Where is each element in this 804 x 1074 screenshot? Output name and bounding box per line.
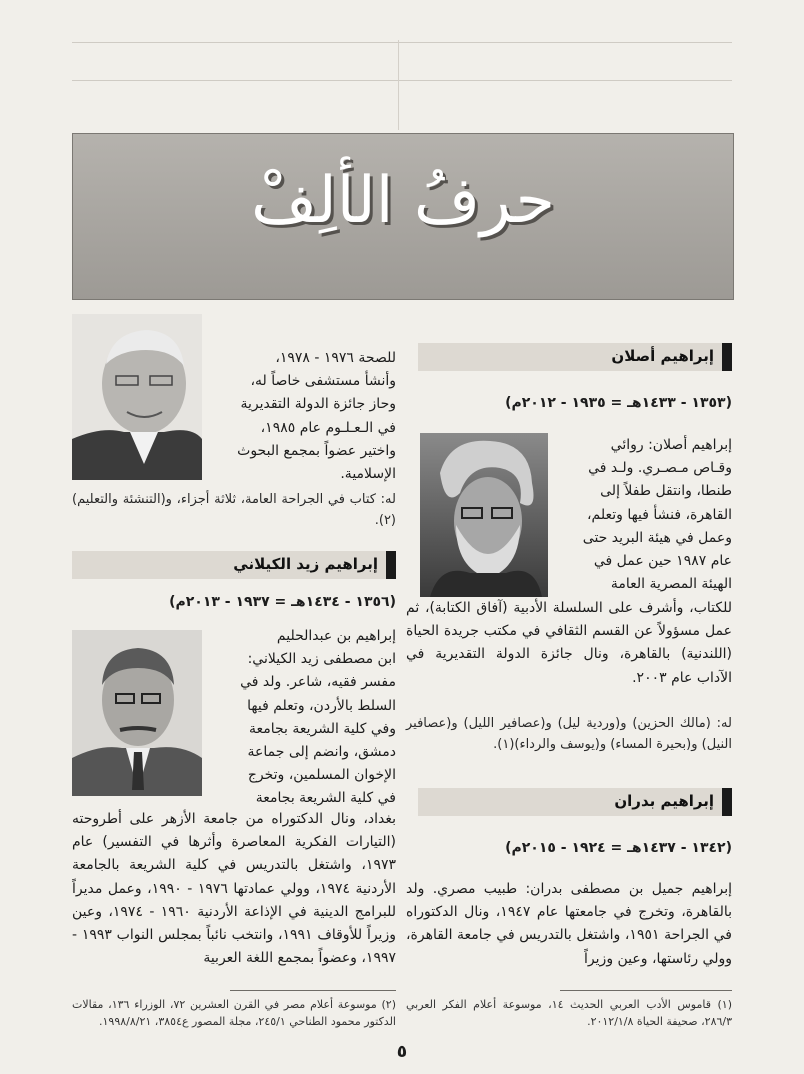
text-line: واختير عضواً بمجمع البحوث xyxy=(237,442,396,459)
header-bar xyxy=(386,551,396,579)
entry-dates: (١٣٤٢ - ١٤٣٧هـ = ١٩٢٤ - ٢٠١٥م) xyxy=(505,840,732,856)
entry-header-aslan xyxy=(418,343,732,371)
text-line: إبراهيم أصلان: روائي xyxy=(610,437,732,453)
header-bar xyxy=(722,343,732,371)
header-bar xyxy=(722,788,732,816)
entry-text-aslan-below: للكتاب، وأشرف على السلسلة الأدبية (آفاق الكتابة)، ثم عمل مسؤولاً عن القسم الثقافي في مكتب جريدة الحياة (اللندنية) بالقاهرة، ونال جائزة الدولة التقديرية في الآداب عام ٢٠٠٣. xyxy=(406,600,732,686)
chapter-title: حرفُ الألِفْ xyxy=(250,164,556,238)
text-line: السلط بالأردن، وتعلم فيها xyxy=(247,697,396,714)
footnote-1: (١) قاموس الأدب العربي الحديث ١٤، موسوعة أعلام الفكر العربي ٢٨٦/٣، صحيفة الحياة ٢٠١٢/١/٨. xyxy=(406,998,732,1028)
text-line: وحاز جائزة الدولة التقديرية xyxy=(240,396,396,413)
text-line: الإخوان المسلمين، وتخرج xyxy=(247,767,396,784)
text-line: القاهرة، فنشأ فيها وتعلم، xyxy=(586,506,732,523)
text-line: للصحة ١٩٧٦ - ١٩٧٨، xyxy=(275,350,396,366)
text-line: عام ١٩٨٧ حين عمل في xyxy=(593,553,732,570)
entry-name: إبراهيم زيد الكيلاني xyxy=(233,555,378,573)
entry-header-badran xyxy=(418,788,732,816)
text-line: ابن مصطفى زيد الكيلاني: xyxy=(247,651,396,668)
text-line: وقـاص مـصـري. ولـد في xyxy=(588,460,732,477)
chapter-banner xyxy=(72,133,734,300)
text-line: مفسر فقيه، شاعر. ولد في xyxy=(240,674,396,691)
portrait-badran xyxy=(72,314,202,480)
text-line: في كلية الشريعة بجامعة xyxy=(255,790,396,807)
entry-text-kilani-beside xyxy=(212,625,396,811)
page-number: ٥ xyxy=(396,1042,408,1062)
text-line: وأنشأ مستشفى خاصاً له، xyxy=(250,373,396,390)
footnote-2: (٢) موسوعة أعلام مصر في القرن العشرين ٧٢، الوزراء ١٣٦، مقالات الدكتور محمود الطناحي ٢٤٥/١، مجلة المصور ع٣٨٥٤، ١٩٩٨/٨/٢١. xyxy=(72,998,396,1028)
text-line: الهيئة المصرية العامة xyxy=(610,576,732,593)
footnote-rule xyxy=(560,990,732,991)
entry-works-aslan: له: (مالك الحزين) و(وردية ليل) و(عصافير الليل) و(عصافير النيل) و(بحيرة المساء) و(يوسف والرداء)(١). xyxy=(406,716,732,752)
text-line: وعمل في هيئة البريد حتى xyxy=(582,529,732,546)
entry-text-aslan-beside xyxy=(556,434,732,596)
entry-text-badran-cont xyxy=(212,347,396,486)
text-line: إبراهيم بن عبدالحليم xyxy=(276,628,396,644)
entry-dates: (١٣٥٣ - ١٤٣٣هـ = ١٩٣٥ - ٢٠١٢م) xyxy=(505,395,732,411)
entry-name: إبراهيم بدران xyxy=(614,792,714,810)
entry-dates: (١٣٥٦ - ١٤٣٤هـ = ١٩٣٧ - ٢٠١٣م) xyxy=(169,594,396,610)
text-line: في الـعـلـوم عام ١٩٨٥، xyxy=(260,419,396,436)
entry-works-badran: له: كتاب في الجراحة العامة، ثلاثة أجزاء، و(التنشئة والتعليم)(٢). xyxy=(72,492,396,528)
bleed-divider xyxy=(398,40,399,130)
entry-text-kilani-below: بغداد، ونال الدكتوراه من جامعة الأزهر على أطروحته (التيارات الفكرية المعاصرة وأثرها في التفسير) عام ١٩٧٣، واشتغل بالتدريس في كلية الشريعة بالجامعة الأردنية ١٩٧٤، وولي عمادتها ١٩٧٦ - ١٩٩٠، وعمل مديراً للبرامج الدينية في الإذاعة الأردنية ١٩٦٠ - ١٩٧٤، وعين وزيراً للأوقاف ١٩٩١، وانتخب نائباً بمجلس النواب ١٩٩٣ - ١٩٩٧، وعضواً بمجمع اللغة العربية xyxy=(72,811,396,967)
entry-text-badran: إبراهيم جميل بن مصطفى بدران: طبيب مصري. ولد بالقاهرة، وتخرج في جامعتها عام ١٩٤٧، ونال الدكتوراه في الجراحة ١٩٥١، واشتغل بالتدريس في جامعة القاهرة، وولي رئاستها، وعين وزيراً xyxy=(406,881,732,967)
text-line: دمشق، وانضم إلى جماعة xyxy=(247,744,396,761)
entry-name: إبراهيم أصلان xyxy=(611,347,714,365)
entry-header-kilani xyxy=(72,551,396,579)
portrait-aslan xyxy=(420,433,548,597)
text-line: وفي كلية الشريعة بجامعة xyxy=(249,720,396,737)
bleed-line xyxy=(72,42,732,43)
bleed-line xyxy=(72,80,732,81)
text-line: طنطا، وانتقل طفلاً إلى xyxy=(600,483,732,500)
text-line: الإسلامية. xyxy=(340,466,396,483)
footnote-rule xyxy=(230,990,396,991)
portrait-kilani xyxy=(72,630,202,796)
